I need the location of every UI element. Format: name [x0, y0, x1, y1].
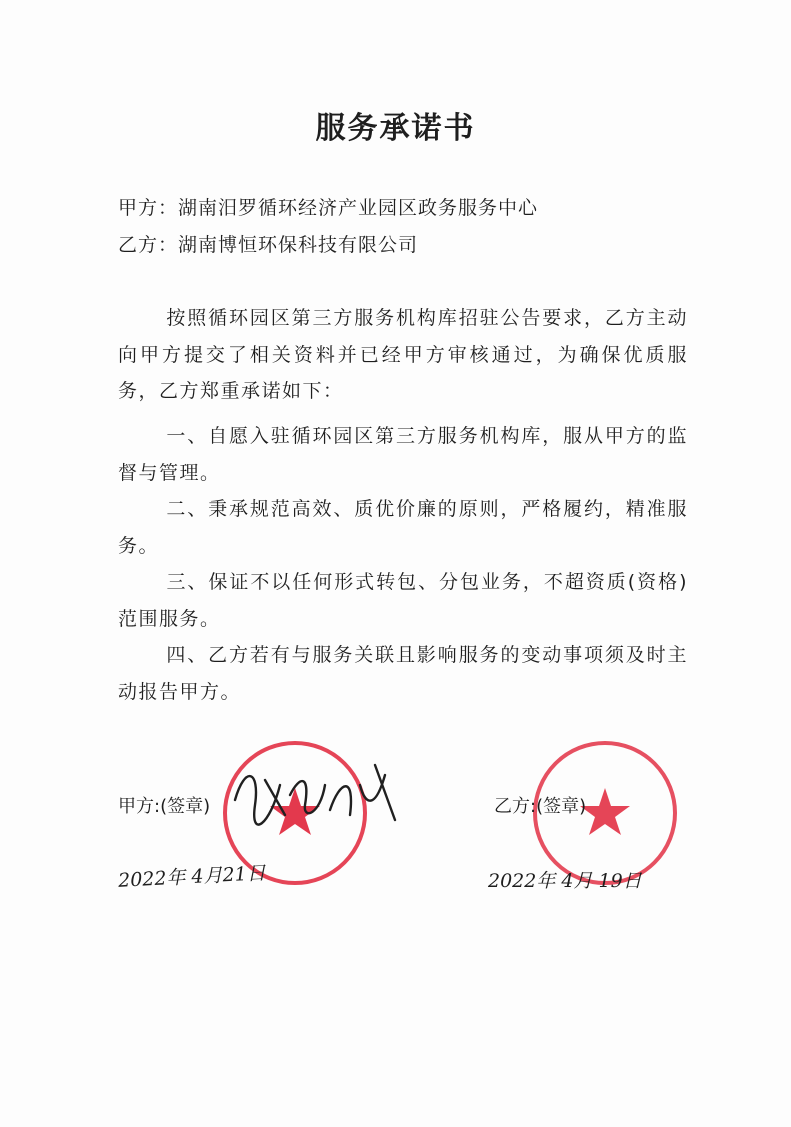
commitment-text: 二、秉承规范高效、质优价廉的原则，严格履约，精准服务。	[118, 498, 688, 557]
party-b-date: 2022年 4月 19日	[488, 870, 642, 892]
party-a-signature-label: 甲方:(签章)	[118, 796, 211, 817]
commitment-item	[118, 637, 688, 710]
intro-text: 按照循环园区第三方服务机构库招驻公告要求，乙方主动向甲方提交了相关资料并已经甲方审核通过，为确保优质服务，乙方郑重承诺如下：	[118, 307, 688, 402]
party-b-signature-label: 乙方:(签章)	[494, 796, 587, 817]
party-b-name: 湖南博恒环保科技有限公司	[178, 234, 419, 256]
document-title: 服务承诺书	[315, 111, 476, 146]
handwritten-signature	[225, 755, 415, 835]
commitment-item	[118, 564, 688, 637]
party-a-name: 湖南汨罗循环经济产业园区政务服务中心	[178, 197, 539, 219]
party-a-line	[118, 193, 538, 220]
commitment-item	[118, 418, 688, 491]
commitment-text: 三、保证不以任何形式转包、分包业务，不超资质(资格)范围服务。	[118, 571, 688, 630]
party-b-line	[118, 230, 418, 257]
party-a-date: 2022年 4月21日	[117, 862, 267, 892]
commitment-text: 一、自愿入驻循环园区第三方服务机构库，服从甲方的监督与管理。	[118, 425, 688, 484]
party-b-label: 乙方：	[118, 234, 179, 256]
commitment-item	[118, 491, 688, 564]
party-a-label: 甲方：	[118, 197, 179, 219]
intro-paragraph	[118, 300, 688, 410]
commitment-text: 四、乙方若有与服务关联且影响服务的变动事项须及时主动报告甲方。	[118, 644, 688, 703]
